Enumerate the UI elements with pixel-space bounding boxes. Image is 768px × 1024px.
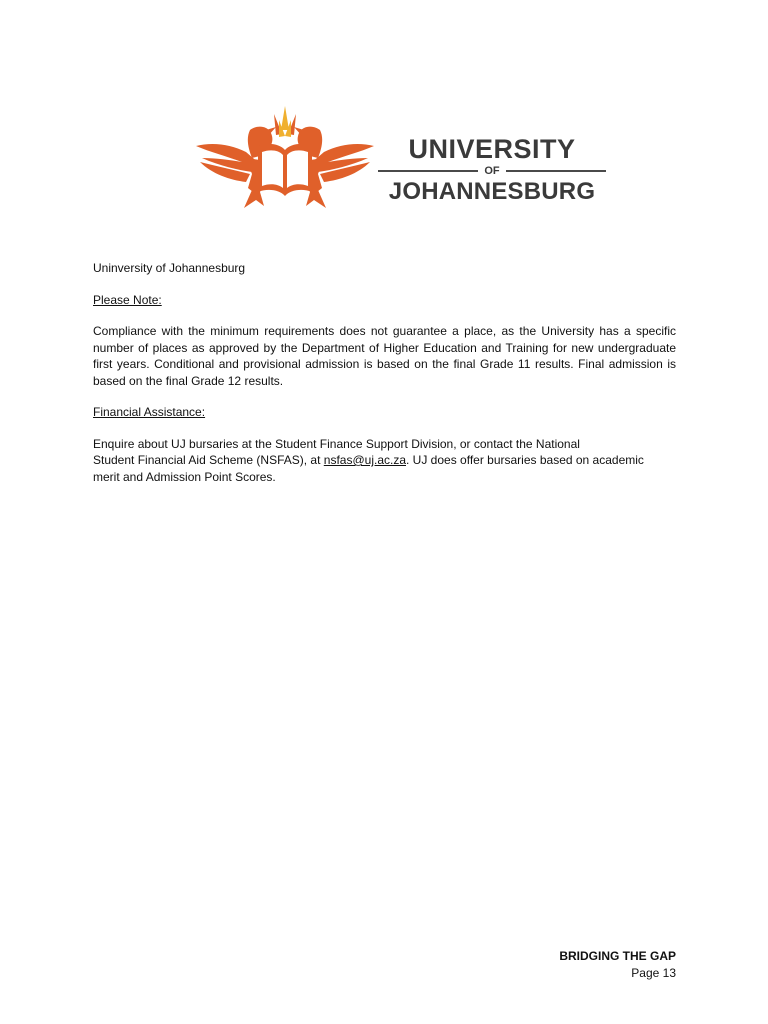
logo-of-row <box>378 164 606 178</box>
intro-line: Uninversity of Johannesburg <box>93 261 246 275</box>
page-footer <box>559 948 676 982</box>
financial-line-2-start: Student Financial Aid Scheme (NSFAS), at <box>93 453 324 467</box>
nsfas-email-link[interactable]: nsfas@uj.ac.za <box>323 453 406 467</box>
please-note-heading: Please Note: <box>93 292 162 307</box>
footer-title: BRIDGING THE GAP <box>559 949 676 963</box>
logo-of-text: OF <box>484 165 500 177</box>
financial-assistance-heading: Financial Assistance: <box>93 405 206 419</box>
financial-line-2-end: . UJ does offer bursaries based on academic <box>406 453 644 467</box>
divider-line <box>506 170 606 172</box>
logo-johannesburg-text: JOHANNESBURG <box>388 178 596 205</box>
financial-line-1: Enquire about UJ bursaries at the Student Finance Support Division, or contact the National <box>93 436 580 451</box>
open-book-icon <box>258 144 312 196</box>
page-number: Page 13 <box>631 966 676 980</box>
logo-wordmark <box>378 134 606 206</box>
divider-line <box>378 170 478 172</box>
please-note-paragraph: Compliance with the minimum requirements does not guarantee a place, as the University has a specific number of places as approved by the Department of Higher Education and Training for new undergraduate first years. Conditional and provisional admission is based on the final Grade 11 results. Final admission is based on the final Grade 12 results. <box>93 324 676 388</box>
financial-paragraph <box>93 436 676 486</box>
document-body <box>93 260 676 485</box>
university-logo <box>190 100 610 215</box>
flame-icon <box>274 106 296 137</box>
logo-university-text: UNIVERSITY <box>408 134 576 164</box>
financial-line-3: merit and Admission Point Scores. <box>93 469 276 484</box>
bird-emblem-icon <box>190 100 380 215</box>
